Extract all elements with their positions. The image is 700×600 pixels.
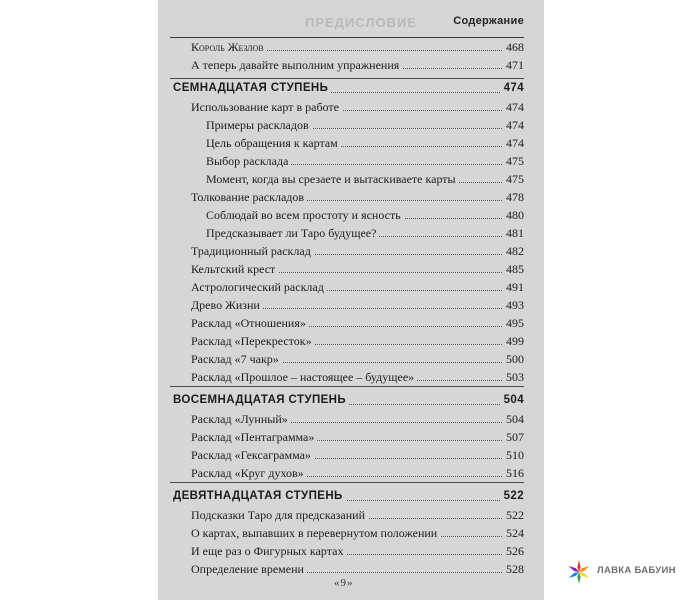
toc-entry-title: О картах, выпавших в перевернутом положении — [191, 526, 440, 541]
toc-entry — [173, 244, 524, 262]
toc-entry — [173, 262, 524, 280]
toc-entry-page: 499 — [503, 334, 524, 349]
toc-entry-page: 522 — [501, 490, 524, 502]
toc-entry — [173, 352, 524, 370]
toc-entry-title: ДЕВЯТНАДЦАТАЯ СТУПЕНЬ — [173, 490, 346, 502]
toc-entry — [173, 334, 524, 352]
toc-entry-title: Расклад «Круг духов» — [191, 466, 307, 481]
star-logo-icon — [565, 558, 593, 586]
toc-entry — [173, 280, 524, 298]
toc-entry — [173, 298, 524, 316]
toc-entry-page: 493 — [503, 298, 524, 313]
toc-entry — [173, 172, 524, 190]
toc-entry-page: 474 — [503, 118, 524, 133]
toc-entry — [173, 448, 524, 466]
toc-entry — [173, 100, 524, 118]
toc-entry — [173, 466, 524, 484]
book-page — [158, 0, 544, 600]
toc-section — [173, 490, 524, 508]
toc-entry-title: И еще раз о Фигурных картах — [191, 544, 346, 559]
toc-entry-title: Толкование раскладов — [191, 190, 307, 205]
toc-entry — [173, 190, 524, 208]
toc-entry — [173, 430, 524, 448]
toc-entry-title: ВОСЕМНАДЦАТАЯ СТУПЕНЬ — [173, 394, 349, 406]
toc-entry-title: Расклад «Гексаграмма» — [191, 448, 314, 463]
toc-entry-page: 475 — [503, 154, 524, 169]
toc-entry-page: 503 — [503, 370, 524, 385]
star-ray — [577, 560, 580, 572]
toc-entry-page: 474 — [503, 136, 524, 151]
toc-entry-title: Астрологический расклад — [191, 280, 327, 295]
toc-entry-page: 504 — [503, 412, 524, 427]
toc-entry-page: 528 — [503, 562, 524, 577]
watermark-text: ЛАВКА БАБУИН — [597, 565, 676, 576]
toc-entry — [173, 208, 524, 226]
toc-section — [173, 82, 524, 100]
toc-entry-title: Расклад «Лунный» — [191, 412, 291, 427]
toc-entry — [173, 226, 524, 244]
toc-entry-title: Король Жезлов — [191, 40, 267, 55]
toc-entry — [173, 118, 524, 136]
toc-entry — [173, 508, 524, 526]
header-title: Содержание — [453, 15, 524, 27]
toc-entry — [173, 316, 524, 334]
toc-entry-page: 474 — [501, 82, 524, 94]
toc-entry — [173, 370, 524, 388]
toc-entry-title: Кельтский крест — [191, 262, 278, 277]
toc-entry-title: Традиционный расклад — [191, 244, 314, 259]
toc-entry-page: 468 — [503, 40, 524, 55]
section-divider — [170, 78, 524, 79]
toc-entry — [173, 154, 524, 172]
toc-entry-title: Определение времени — [191, 562, 307, 577]
toc-entry-page: 471 — [503, 58, 524, 73]
toc-entry — [173, 58, 524, 76]
toc-entry-title: Момент, когда вы срезаете и вытаскиваете карты — [206, 172, 459, 187]
toc-entry-page: 507 — [503, 430, 524, 445]
toc-entry-title: Предсказывает ли Таро будущее? — [206, 226, 379, 241]
toc-entry-page: 524 — [503, 526, 524, 541]
toc-entry-page: 500 — [503, 352, 524, 367]
toc-entry-page: 516 — [503, 466, 524, 481]
page-number: «9» — [334, 577, 354, 589]
toc-entry-page: 478 — [503, 190, 524, 205]
toc-entry-title: Примеры раскладов — [206, 118, 312, 133]
toc-entry-page: 485 — [503, 262, 524, 277]
toc-entry-title: Расклад «Перекресток» — [191, 334, 315, 349]
toc-entry-title: Расклад «Прошлое – настоящее – будущее» — [191, 370, 417, 385]
toc-entry-page: 480 — [503, 208, 524, 223]
toc-entry-title: А теперь давайте выполним упражнения — [191, 58, 402, 73]
toc-entry-title: Древо Жизни — [191, 298, 263, 313]
toc-entry — [173, 40, 524, 58]
toc-entry-page: 482 — [503, 244, 524, 259]
bleed-through-text: ПРЕДИСЛОВИЕ — [305, 15, 417, 30]
toc-entry-title: СЕМНАДЦАТАЯ СТУПЕНЬ — [173, 82, 331, 94]
toc-entry-page: 474 — [503, 100, 524, 115]
toc-entry — [173, 526, 524, 544]
watermark-logo — [565, 558, 695, 588]
star-ray — [577, 572, 580, 584]
toc-entry-title: Выбор расклада — [206, 154, 291, 169]
toc-entry-page: 475 — [503, 172, 524, 187]
toc-entry — [173, 544, 524, 562]
toc-entry-page: 504 — [501, 394, 524, 406]
toc-entry-title: Расклад «Отношения» — [191, 316, 309, 331]
toc-entry — [173, 136, 524, 154]
toc-entry-page: 495 — [503, 316, 524, 331]
toc-entry — [173, 412, 524, 430]
toc-entry-page: 510 — [503, 448, 524, 463]
toc-entry-page: 481 — [503, 226, 524, 241]
toc-entry-page: 526 — [503, 544, 524, 559]
toc-entry-title: Расклад «Пентаграмма» — [191, 430, 317, 445]
toc-entry-title: Использование карт в работе — [191, 100, 342, 115]
toc-entry-title: Соблюдай во всем простоту и ясность — [206, 208, 404, 223]
toc-entry-title: Цель обращения к картам — [206, 136, 341, 151]
toc-entry-title: Подсказки Таро для предсказаний — [191, 508, 368, 523]
toc-entry-page: 491 — [503, 280, 524, 295]
toc-entry-title: Расклад «7 чакр» — [191, 352, 282, 367]
toc-entry-page: 522 — [503, 508, 524, 523]
toc-section — [173, 394, 524, 412]
running-header — [170, 13, 524, 38]
